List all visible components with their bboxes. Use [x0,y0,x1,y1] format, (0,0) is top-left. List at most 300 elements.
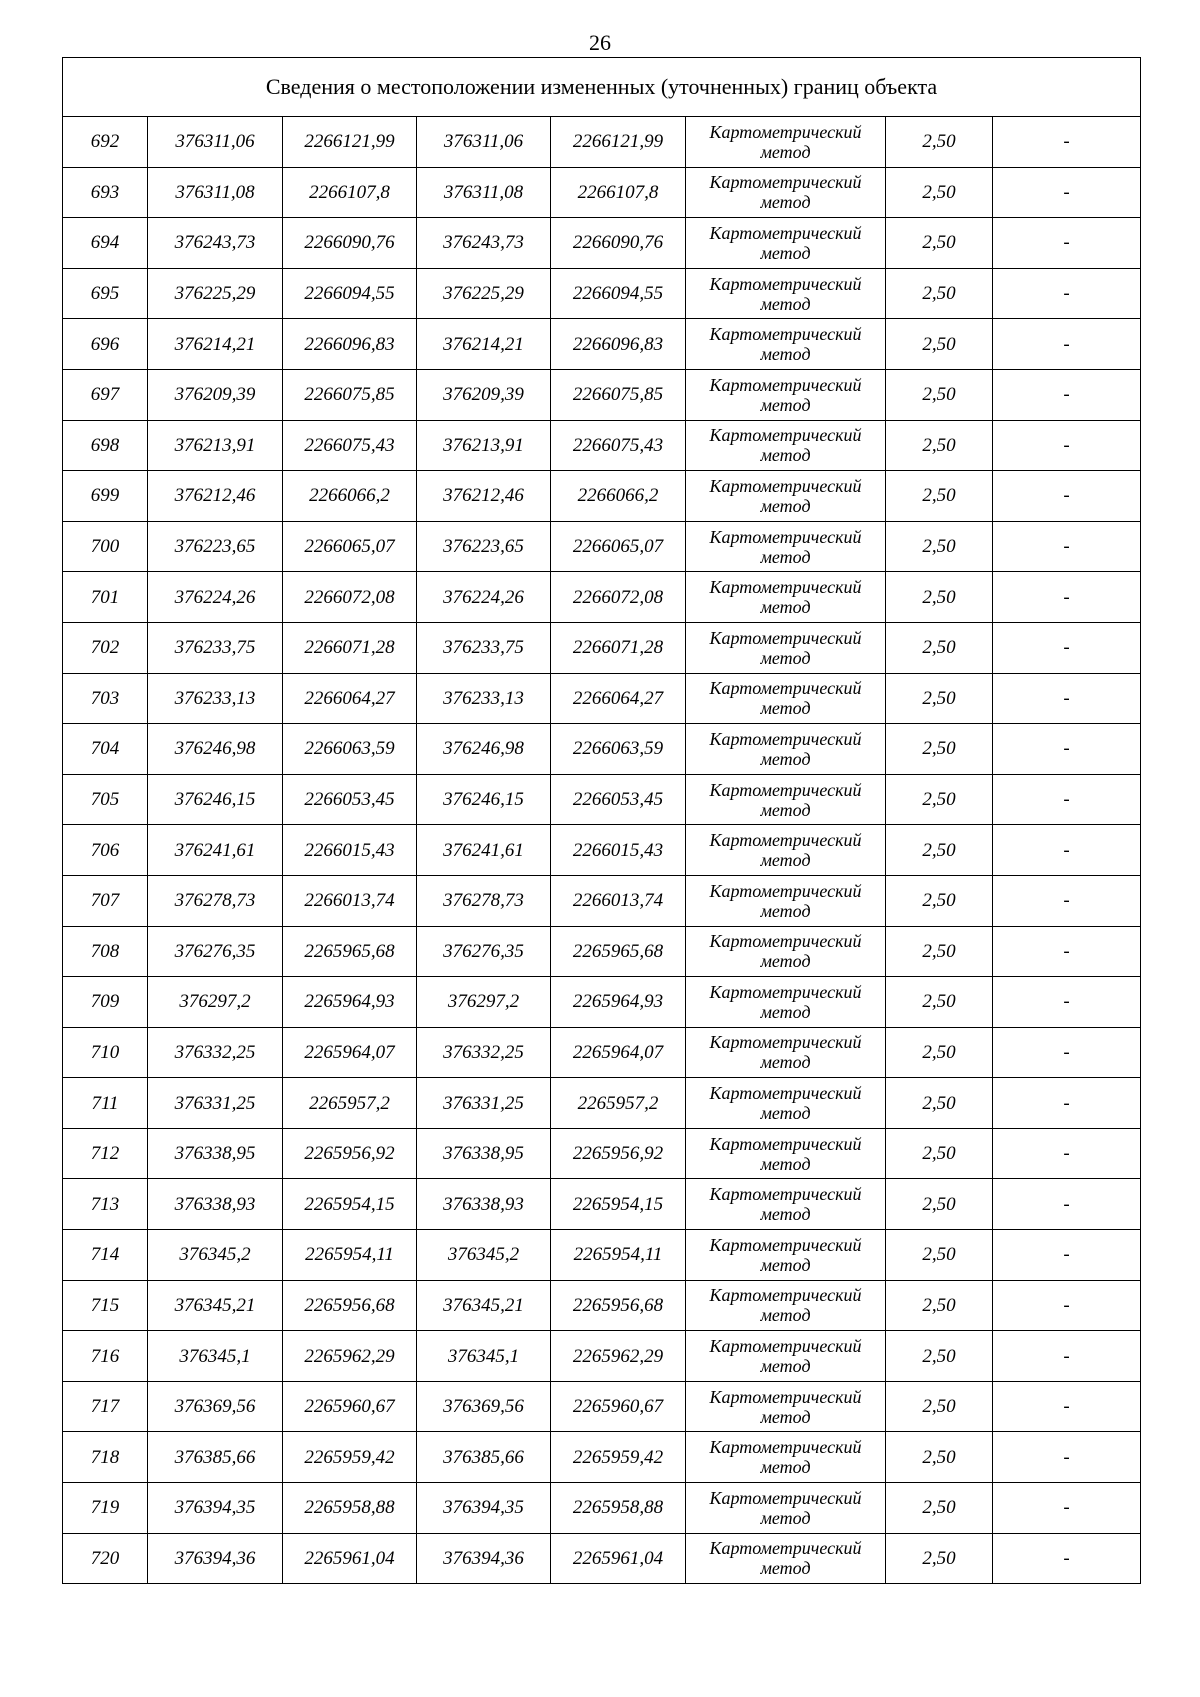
point-number-cell: 713 [63,1179,148,1230]
existing-y-cell: 2265960,67 [283,1381,417,1432]
note-cell: - [993,926,1141,977]
method-line-1: Картометрический [709,172,862,193]
note-cell: - [993,1432,1141,1483]
existing-y-cell: 2265956,92 [283,1128,417,1179]
accuracy-cell: 2,50 [886,1027,993,1078]
method-line-1: Картометрический [709,931,862,952]
note-cell: - [993,117,1141,168]
existing-x-cell: 376241,61 [148,825,283,876]
method-cell [686,1432,886,1483]
point-number-cell: 708 [63,926,148,977]
refined-y-cell: 2266063,59 [551,724,686,775]
refined-x-cell: 376311,08 [417,167,551,218]
refined-y-cell: 2266071,28 [551,622,686,673]
method-line-2: метод [760,850,811,871]
existing-y-cell: 2266071,28 [283,622,417,673]
existing-x-cell: 376311,06 [148,117,283,168]
existing-x-cell: 376278,73 [148,875,283,926]
accuracy-cell: 2,50 [886,369,993,420]
method-line-2: метод [760,141,811,162]
existing-y-cell: 2266075,85 [283,369,417,420]
note-cell: - [993,167,1141,218]
point-number-cell: 694 [63,218,148,269]
note-cell: - [993,977,1141,1028]
refined-x-cell: 376297,2 [417,977,551,1028]
point-number-cell: 719 [63,1483,148,1534]
point-number-cell: 718 [63,1432,148,1483]
note-cell: - [993,774,1141,825]
method-cell [686,673,886,724]
table-body [63,58,1141,1584]
method-cell [686,167,886,218]
refined-y-cell: 2266066,2 [551,471,686,522]
method-line-1: Картометрический [709,728,862,749]
point-number-cell: 699 [63,471,148,522]
method-cell [686,1078,886,1129]
note-cell: - [993,521,1141,572]
method-cell [686,875,886,926]
accuracy-cell: 2,50 [886,1533,993,1584]
method-cell [686,1483,886,1534]
method-line-2: метод [760,546,811,567]
method-line-1: Картометрический [709,981,862,1002]
existing-y-cell: 2265958,88 [283,1483,417,1534]
existing-x-cell: 376243,73 [148,218,283,269]
existing-y-cell: 2266065,07 [283,521,417,572]
refined-y-cell: 2266075,43 [551,420,686,471]
refined-x-cell: 376331,25 [417,1078,551,1129]
note-cell: - [993,1128,1141,1179]
method-line-2: метод [760,597,811,618]
refined-x-cell: 376233,75 [417,622,551,673]
method-cell [686,622,886,673]
method-line-2: метод [760,495,811,516]
point-number-cell: 700 [63,521,148,572]
accuracy-cell: 2,50 [886,268,993,319]
method-cell [686,572,886,623]
note-cell: - [993,1078,1141,1129]
point-number-cell: 698 [63,420,148,471]
note-cell: - [993,1483,1141,1534]
note-cell: - [993,218,1141,269]
existing-y-cell: 2266013,74 [283,875,417,926]
table-row [63,977,1141,1028]
refined-y-cell: 2266015,43 [551,825,686,876]
table-row [63,1128,1141,1179]
method-line-1: Картометрический [709,678,862,699]
method-line-1: Картометрический [709,1386,862,1407]
note-cell: - [993,724,1141,775]
point-number-cell: 703 [63,673,148,724]
method-line-1: Картометрический [709,425,862,446]
accuracy-cell: 2,50 [886,218,993,269]
existing-x-cell: 376276,35 [148,926,283,977]
refined-y-cell: 2265959,42 [551,1432,686,1483]
method-line-2: метод [760,748,811,769]
refined-x-cell: 376278,73 [417,875,551,926]
refined-x-cell: 376332,25 [417,1027,551,1078]
refined-y-cell: 2265956,68 [551,1280,686,1331]
note-cell: - [993,572,1141,623]
method-line-2: метод [760,293,811,314]
table-row [63,724,1141,775]
existing-x-cell: 376214,21 [148,319,283,370]
note-cell: - [993,1179,1141,1230]
table-row [63,1078,1141,1129]
existing-x-cell: 376331,25 [148,1078,283,1129]
method-line-1: Картометрический [709,1437,862,1458]
note-cell: - [993,319,1141,370]
note-cell: - [993,1533,1141,1584]
accuracy-cell: 2,50 [886,622,993,673]
refined-y-cell: 2265954,15 [551,1179,686,1230]
point-number-cell: 704 [63,724,148,775]
point-number-cell: 720 [63,1533,148,1584]
page-number: 26 [589,30,611,55]
accuracy-cell: 2,50 [886,420,993,471]
note-cell: - [993,420,1141,471]
accuracy-cell: 2,50 [886,1331,993,1382]
method-line-2: метод [760,1254,811,1275]
method-line-1: Картометрический [709,1083,862,1104]
existing-x-cell: 376369,56 [148,1381,283,1432]
method-line-1: Картометрический [709,475,862,496]
accuracy-cell: 2,50 [886,926,993,977]
point-number-cell: 715 [63,1280,148,1331]
refined-x-cell: 376345,21 [417,1280,551,1331]
method-line-2: метод [760,1204,811,1225]
accuracy-cell: 2,50 [886,1483,993,1534]
method-cell [686,117,886,168]
method-line-2: метод [760,1457,811,1478]
method-cell [686,1331,886,1382]
method-line-2: метод [760,1356,811,1377]
method-line-1: Картометрический [709,1336,862,1357]
table-row [63,521,1141,572]
table-row [63,622,1141,673]
method-cell [686,420,886,471]
existing-x-cell: 376338,95 [148,1128,283,1179]
table-row [63,825,1141,876]
refined-y-cell: 2266072,08 [551,572,686,623]
existing-y-cell: 2265954,15 [283,1179,417,1230]
method-line-1: Картометрический [709,880,862,901]
existing-y-cell: 2265954,11 [283,1230,417,1281]
method-line-2: метод [760,1507,811,1528]
method-cell [686,319,886,370]
existing-x-cell: 376394,36 [148,1533,283,1584]
table-row [63,1432,1141,1483]
existing-y-cell: 2266107,8 [283,167,417,218]
table-row [63,1533,1141,1584]
refined-y-cell: 2265961,04 [551,1533,686,1584]
point-number-cell: 693 [63,167,148,218]
refined-y-cell: 2265964,93 [551,977,686,1028]
table-row [63,420,1141,471]
method-line-2: метод [760,1103,811,1124]
method-line-1: Картометрический [709,779,862,800]
refined-y-cell: 2265960,67 [551,1381,686,1432]
method-cell [686,1128,886,1179]
method-line-1: Картометрический [709,121,862,142]
point-number-cell: 716 [63,1331,148,1382]
accuracy-cell: 2,50 [886,167,993,218]
table-row [63,1381,1141,1432]
note-cell: - [993,875,1141,926]
existing-y-cell: 2266064,27 [283,673,417,724]
method-line-2: метод [760,192,811,213]
accuracy-cell: 2,50 [886,875,993,926]
method-cell [686,1230,886,1281]
existing-x-cell: 376246,98 [148,724,283,775]
refined-x-cell: 376241,61 [417,825,551,876]
existing-y-cell: 2265957,2 [283,1078,417,1129]
existing-x-cell: 376233,75 [148,622,283,673]
table-row [63,117,1141,168]
note-cell: - [993,673,1141,724]
accuracy-cell: 2,50 [886,117,993,168]
method-line-2: метод [760,445,811,466]
table-row [63,319,1141,370]
refined-x-cell: 376345,1 [417,1331,551,1382]
method-line-2: метод [760,1153,811,1174]
existing-y-cell: 2265961,04 [283,1533,417,1584]
method-cell [686,1381,886,1432]
refined-x-cell: 376345,2 [417,1230,551,1281]
title-row [63,58,1141,117]
refined-x-cell: 376213,91 [417,420,551,471]
method-cell [686,1280,886,1331]
method-cell [686,724,886,775]
method-cell [686,774,886,825]
existing-x-cell: 376225,29 [148,268,283,319]
method-line-1: Картометрический [709,1487,862,1508]
method-line-2: метод [760,1406,811,1427]
accuracy-cell: 2,50 [886,673,993,724]
method-cell [686,1533,886,1584]
method-line-1: Картометрический [709,374,862,395]
point-number-cell: 711 [63,1078,148,1129]
existing-y-cell: 2266090,76 [283,218,417,269]
point-number-cell: 696 [63,319,148,370]
table-row [63,875,1141,926]
existing-y-cell: 2265964,93 [283,977,417,1028]
existing-y-cell: 2266053,45 [283,774,417,825]
refined-y-cell: 2266090,76 [551,218,686,269]
refined-x-cell: 376276,35 [417,926,551,977]
method-line-1: Картометрический [709,324,862,345]
refined-y-cell: 2266065,07 [551,521,686,572]
existing-x-cell: 376338,93 [148,1179,283,1230]
table-row [63,1331,1141,1382]
method-line-1: Картометрический [709,1234,862,1255]
method-cell [686,1027,886,1078]
existing-y-cell: 2266096,83 [283,319,417,370]
method-line-1: Картометрический [709,1285,862,1306]
note-cell: - [993,471,1141,522]
refined-x-cell: 376246,98 [417,724,551,775]
method-line-2: метод [760,242,811,263]
method-cell [686,218,886,269]
table-row [63,1230,1141,1281]
table-row [63,218,1141,269]
existing-x-cell: 376209,39 [148,369,283,420]
accuracy-cell: 2,50 [886,1381,993,1432]
note-cell: - [993,1381,1141,1432]
method-cell [686,369,886,420]
table-row [63,369,1141,420]
existing-x-cell: 376233,13 [148,673,283,724]
existing-y-cell: 2266075,43 [283,420,417,471]
method-line-1: Картометрический [709,577,862,598]
method-cell [686,825,886,876]
existing-x-cell: 376246,15 [148,774,283,825]
refined-y-cell: 2266064,27 [551,673,686,724]
note-cell: - [993,1230,1141,1281]
note-cell: - [993,1027,1141,1078]
refined-x-cell: 376338,95 [417,1128,551,1179]
refined-y-cell: 2266107,8 [551,167,686,218]
refined-x-cell: 376224,26 [417,572,551,623]
refined-y-cell: 2265962,29 [551,1331,686,1382]
note-cell: - [993,1331,1141,1382]
accuracy-cell: 2,50 [886,825,993,876]
table-row [63,471,1141,522]
method-line-2: метод [760,1001,811,1022]
existing-y-cell: 2265965,68 [283,926,417,977]
existing-x-cell: 376345,21 [148,1280,283,1331]
method-line-1: Картометрический [709,830,862,851]
table-row [63,1483,1141,1534]
accuracy-cell: 2,50 [886,1280,993,1331]
point-number-cell: 701 [63,572,148,623]
refined-y-cell: 2266053,45 [551,774,686,825]
accuracy-cell: 2,50 [886,1078,993,1129]
method-line-2: метод [760,951,811,972]
method-line-2: метод [760,900,811,921]
existing-x-cell: 376212,46 [148,471,283,522]
existing-y-cell: 2265964,07 [283,1027,417,1078]
method-line-1: Картометрический [709,1133,862,1154]
existing-y-cell: 2266094,55 [283,268,417,319]
existing-x-cell: 376345,2 [148,1230,283,1281]
refined-y-cell: 2266121,99 [551,117,686,168]
refined-x-cell: 376338,93 [417,1179,551,1230]
existing-y-cell: 2266066,2 [283,471,417,522]
note-cell: - [993,622,1141,673]
method-line-2: метод [760,394,811,415]
existing-x-cell: 376332,25 [148,1027,283,1078]
table-row [63,926,1141,977]
method-cell [686,471,886,522]
note-cell: - [993,369,1141,420]
method-line-1: Картометрический [709,627,862,648]
point-number-cell: 707 [63,875,148,926]
accuracy-cell: 2,50 [886,471,993,522]
point-number-cell: 697 [63,369,148,420]
table-row [63,1027,1141,1078]
method-line-2: метод [760,647,811,668]
existing-y-cell: 2266121,99 [283,117,417,168]
table-row [63,1179,1141,1230]
existing-x-cell: 376297,2 [148,977,283,1028]
point-number-cell: 706 [63,825,148,876]
refined-x-cell: 376223,65 [417,521,551,572]
accuracy-cell: 2,50 [886,724,993,775]
existing-x-cell: 376311,08 [148,167,283,218]
table-title: Сведения о местоположении измененных (уточненных) границ объекта [63,58,1141,117]
method-line-2: метод [760,1305,811,1326]
method-line-1: Картометрический [709,526,862,547]
table-row [63,673,1141,724]
refined-y-cell: 2266096,83 [551,319,686,370]
method-cell [686,926,886,977]
method-cell [686,977,886,1028]
method-line-2: метод [760,698,811,719]
refined-y-cell: 2266075,85 [551,369,686,420]
existing-x-cell: 376213,91 [148,420,283,471]
refined-y-cell: 2265964,07 [551,1027,686,1078]
existing-x-cell: 376385,66 [148,1432,283,1483]
point-number-cell: 714 [63,1230,148,1281]
point-number-cell: 695 [63,268,148,319]
existing-x-cell: 376224,26 [148,572,283,623]
method-line-1: Картометрический [709,273,862,294]
method-line-1: Картометрический [709,222,862,243]
point-number-cell: 710 [63,1027,148,1078]
method-line-1: Картометрический [709,1184,862,1205]
existing-y-cell: 2265962,29 [283,1331,417,1382]
refined-y-cell: 2265956,92 [551,1128,686,1179]
existing-y-cell: 2266072,08 [283,572,417,623]
accuracy-cell: 2,50 [886,319,993,370]
existing-y-cell: 2266063,59 [283,724,417,775]
refined-x-cell: 376394,35 [417,1483,551,1534]
accuracy-cell: 2,50 [886,1230,993,1281]
table-row [63,572,1141,623]
refined-x-cell: 376311,06 [417,117,551,168]
existing-y-cell: 2265959,42 [283,1432,417,1483]
refined-y-cell: 2266094,55 [551,268,686,319]
accuracy-cell: 2,50 [886,521,993,572]
accuracy-cell: 2,50 [886,1128,993,1179]
note-cell: - [993,825,1141,876]
accuracy-cell: 2,50 [886,774,993,825]
point-number-cell: 705 [63,774,148,825]
method-line-2: метод [760,1558,811,1579]
refined-y-cell: 2265965,68 [551,926,686,977]
accuracy-cell: 2,50 [886,1432,993,1483]
point-number-cell: 692 [63,117,148,168]
refined-x-cell: 376212,46 [417,471,551,522]
accuracy-cell: 2,50 [886,977,993,1028]
table-row [63,774,1141,825]
refined-x-cell: 376369,56 [417,1381,551,1432]
table-row [63,167,1141,218]
refined-x-cell: 376243,73 [417,218,551,269]
existing-x-cell: 376394,35 [148,1483,283,1534]
method-cell [686,1179,886,1230]
existing-x-cell: 376223,65 [148,521,283,572]
refined-y-cell: 2266013,74 [551,875,686,926]
refined-x-cell: 376246,15 [417,774,551,825]
existing-y-cell: 2265956,68 [283,1280,417,1331]
method-line-1: Картометрический [709,1032,862,1053]
method-cell [686,521,886,572]
existing-y-cell: 2266015,43 [283,825,417,876]
table-row [63,268,1141,319]
table-row [63,1280,1141,1331]
